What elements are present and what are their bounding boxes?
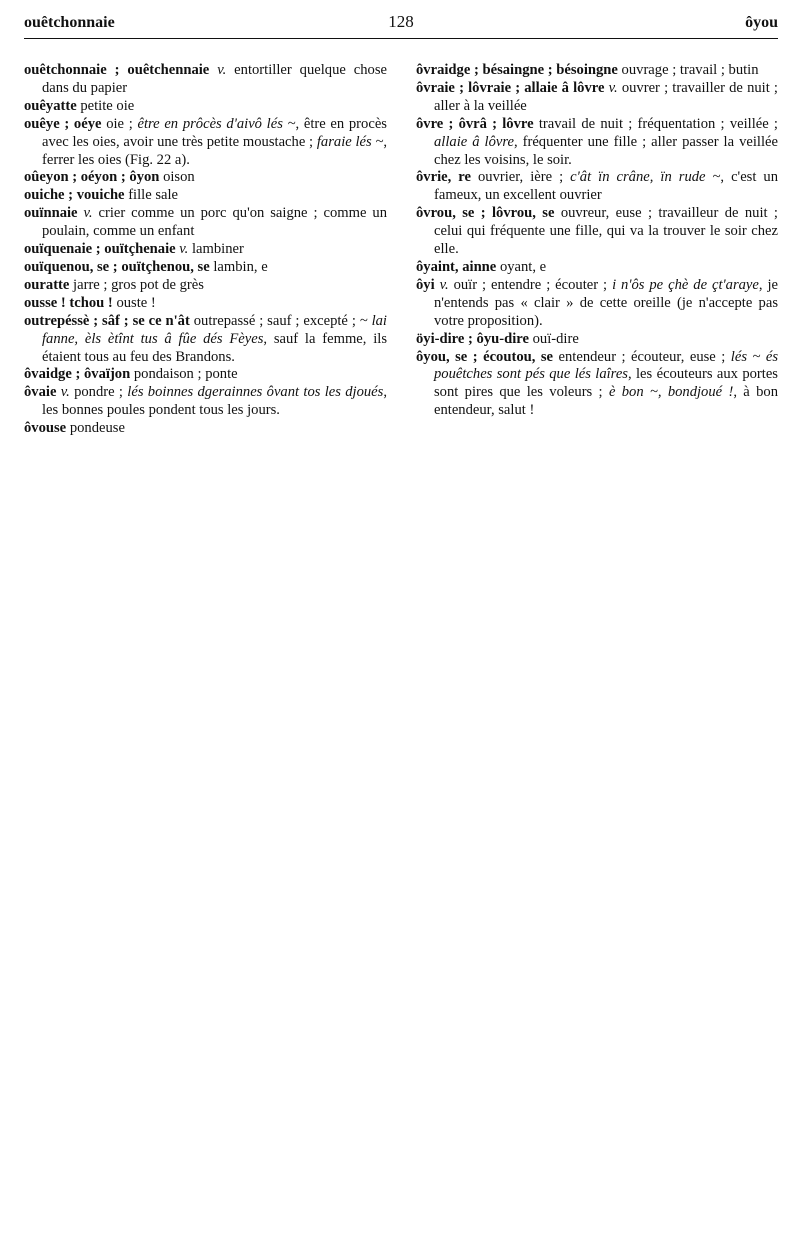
headword: ôyi — [416, 276, 440, 293]
headword: öyi-dire ; ôyu-dire — [416, 330, 533, 347]
dictionary-entry — [24, 259, 387, 277]
definition-text: jarre ; gros pot de grès — [73, 276, 204, 293]
headword: ousse ! tchou ! — [24, 294, 117, 311]
definition-text: , sauf la femme, ils étaient tous au feu des Brandons. — [42, 330, 387, 365]
definition-text: entortiller quelque chose dans du papier — [42, 62, 387, 96]
definition-text: , c'est un fameux, un excellent ouvrier — [434, 169, 779, 204]
headword: outrepéssè ; sâf ; se ce n'ât — [24, 312, 194, 329]
definition-text: , être en procès avec les oies, avoir une très petite moustache ; — [42, 115, 387, 150]
grammar-label: v. — [439, 276, 449, 293]
dictionary-entry — [416, 116, 778, 170]
definition-text: pondre ; — [69, 384, 128, 401]
dictionary-entry — [24, 295, 387, 313]
dictionary-entry — [24, 277, 387, 295]
header-first-headword: ouêtchonnaie — [24, 14, 115, 31]
dictionary-entry — [416, 169, 778, 205]
page-number: 128 — [388, 12, 414, 31]
dictionary-entry — [24, 241, 387, 259]
headword: ôvrie, re — [416, 169, 478, 186]
left-column — [24, 62, 387, 438]
definition-text: travail de nuit ; fréquentation ; veillée ; — [538, 115, 778, 132]
grammar-label: v. — [608, 79, 618, 96]
grammar-label: v. — [60, 384, 70, 401]
dictionary-entry — [24, 98, 387, 116]
example-phrase: être en prôcès d'aivô lés ~ — [137, 115, 296, 132]
definition-text: pondeuse — [69, 420, 125, 437]
dictionary-entry — [416, 80, 778, 116]
example-phrase: ~ lai fanne, èls ètînt tus â fûe dés Fèyes — [42, 312, 387, 347]
dictionary-entry — [24, 187, 387, 205]
headword: ôvaie — [24, 384, 61, 401]
headword: ouêye ; oéye — [24, 115, 107, 132]
definition-text: outrepassé ; sauf ; excepté ; — [193, 312, 360, 329]
definition-text: , fréquenter une fille ; aller passer la veillée chez les voisins, le soir. — [434, 133, 778, 168]
dictionary-entry — [416, 277, 778, 331]
header-last-headword: ôyou — [745, 14, 778, 31]
example-phrase: allaie â lôvre — [434, 133, 514, 150]
definition-text: oie ; — [106, 115, 138, 132]
definition-text: ouïr ; entendre ; écouter ; — [448, 276, 613, 293]
headword: ouïquenou, se ; ouïtçhenou, se — [24, 258, 214, 275]
headword: ôyaint, ainne — [416, 258, 500, 275]
headword: ôvouse — [24, 420, 70, 437]
headword: ôyou, se ; écoutou, se — [416, 348, 559, 365]
definition-text: lambiner — [188, 241, 244, 258]
dictionary-entry — [24, 205, 387, 241]
example-phrase: faraie lés ~ — [316, 133, 384, 150]
dictionary-entry — [24, 366, 387, 384]
dictionary-entry — [24, 384, 387, 420]
dictionary-entry — [416, 205, 778, 259]
example-phrase: i n'ôs pe çhè de çt'araye — [612, 276, 759, 293]
grammar-label: v. — [217, 62, 227, 78]
definition-text: entendeur ; écouteur, euse ; — [558, 348, 731, 365]
headword: ouratte — [24, 276, 74, 293]
example-phrase: c'ât ïn crâne, ïn rude ~ — [570, 169, 721, 186]
dictionary-entry — [24, 116, 387, 170]
definition-text: ouï-dire — [532, 330, 579, 347]
headword: ôvraidge ; bésaingne ; bésoingne — [416, 62, 622, 78]
definition-text: petite oie — [80, 97, 135, 114]
right-column — [416, 62, 778, 420]
definition-text: ouvreur, euse ; travailleur de nuit ; celui qui fréquente une fille, qui va la trouver le soir chez elle. — [434, 205, 778, 258]
grammar-label: v. — [179, 241, 189, 258]
definition-text: oyant, e — [499, 258, 547, 275]
definition-text: ouvrage ; travail ; butin — [621, 62, 759, 78]
definition-text: , à bon entendeur, salut ! — [434, 384, 778, 419]
headword: ouiche ; vouiche — [24, 187, 129, 204]
dictionary-entry — [24, 420, 387, 438]
grammar-label: v. — [83, 205, 93, 222]
definition-text: lambin, e — [213, 258, 268, 275]
dictionary-entry — [416, 62, 778, 80]
headword: ouïquenaie ; ouïtçhenaie — [24, 241, 180, 258]
definition-text: ouvrer ; travailler de nuit ; aller à la veillée — [434, 79, 778, 114]
definition-text: , ferrer les oies (Fig. 22 a). — [42, 133, 387, 168]
headword: ôvraie ; lôvraie ; allaie â lôvre — [416, 79, 609, 96]
definition-text: crier comme un porc qu'on saigne ; comme un poulain, comme un enfant — [42, 205, 387, 240]
dictionary-entry — [416, 349, 778, 421]
definition-text: oison — [163, 169, 195, 186]
example-phrase: lés boinnes dgerainnes ôvant tos les djoués — [127, 384, 384, 401]
headword: ôvaidge ; ôvaïjon — [24, 366, 134, 383]
definition-text: , les écouteurs aux portes sont pires que les voleurs ; — [434, 366, 778, 401]
definition-text: ouvrier, ière ; — [477, 169, 571, 186]
definition-text: , les bonnes poules pondent tous les jours. — [42, 384, 387, 419]
dictionary-entry — [24, 313, 387, 367]
headword: ouêyatte — [24, 97, 81, 114]
definition-text: fille sale — [128, 187, 179, 204]
dictionary-entry — [24, 169, 387, 187]
definition-text: pondaison ; ponte — [133, 366, 238, 383]
dictionary-entry — [24, 62, 387, 98]
definition-text: ouste ! — [116, 294, 156, 311]
dictionary-entry — [416, 259, 778, 277]
headword: ôvre ; ôvrâ ; lôvre — [416, 115, 539, 132]
dictionary-entry — [416, 331, 778, 349]
example-phrase: è bon ~, bondjoué ! — [608, 384, 734, 401]
headword: oûeyon ; oéyon ; ôyon — [24, 169, 164, 186]
definition-text: , je n'entends pas « clair » de cette oreille (je n'accepte pas votre proposition). — [434, 276, 779, 329]
headword: ôvrou, se ; lôvrou, se — [416, 205, 561, 222]
headword: ouïnnaie — [24, 205, 84, 222]
headword: ouêtchonnaie ; ouêtchennaie — [24, 62, 218, 78]
example-phrase: lés ~ és pouêtches sont pés que lés laîres — [434, 348, 778, 383]
running-header — [24, 12, 778, 39]
